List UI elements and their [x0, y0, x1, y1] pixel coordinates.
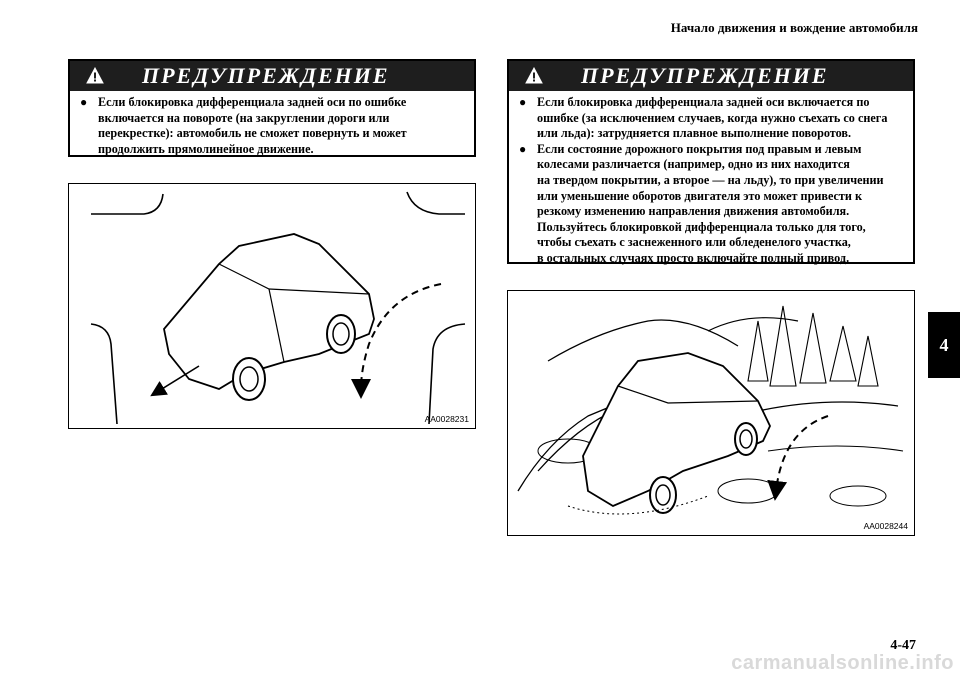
warning-line: ошибке (за исключением случаев, когда нужно съехать со снега [537, 110, 888, 125]
warning-line: или уменьшение оборотов двигателя это может привести к [537, 188, 863, 203]
warning-box-right [507, 59, 915, 264]
car-icon [164, 234, 374, 400]
figure-snow-road [507, 290, 915, 536]
warning-line: Если состояние дорожного покрытия под правым и левым [537, 141, 862, 156]
warning-triangle-icon [86, 67, 104, 84]
warning-title: ПРЕДУПРЕЖДЕНИЕ [581, 63, 829, 88]
bullet-icon: ● [80, 95, 88, 109]
warning-line: резкому изменению направления движения автомобиля. [537, 204, 850, 219]
warning-line: Пользуйтесь блокировкой дифференциала только для того, [537, 219, 866, 234]
page-header: Начало движения и вождение автомобиля [670, 20, 918, 35]
figure-code: AA0028244 [863, 521, 908, 531]
warning-body [509, 91, 913, 273]
warning-line: колесами различается (например, одно из них находится [537, 157, 850, 172]
warning-bullet [519, 142, 903, 267]
intersection-illustration [69, 184, 474, 427]
warning-line: Если блокировка дифференциала задней оси включается по [537, 95, 870, 109]
warning-body [70, 91, 474, 163]
snow-road-illustration [508, 291, 913, 534]
page-number: 4-47 [890, 638, 916, 653]
warning-line: включается на повороте (на закруглении дороги или [98, 110, 390, 125]
warning-bullet [80, 95, 464, 157]
warning-line: продолжить прямолинейное движение. [98, 141, 314, 156]
warning-box-left [68, 59, 476, 157]
figure-intersection [68, 183, 476, 429]
warning-line: на твердом покрытии, а второе — на льду), то при увеличении [537, 172, 884, 187]
warning-header [509, 61, 913, 91]
warning-line: или льда): затрудняется плавное выполнение поворотов. [537, 126, 852, 141]
warning-header [70, 61, 474, 91]
figure-code: AA0028231 [424, 414, 469, 424]
warning-triangle-icon [525, 67, 543, 84]
warning-line: Если блокировка дифференциала задней оси по ошибке [98, 95, 407, 109]
warning-line: чтобы съехать с заснеженного или обледенелого участка, [537, 235, 851, 250]
warning-title: ПРЕДУПРЕЖДЕНИЕ [142, 63, 390, 88]
watermark: carmanualsonline.info [731, 652, 954, 674]
bullet-icon: ● [519, 95, 527, 109]
chapter-tab: 4 [928, 312, 960, 378]
warning-line: в остальных случаях просто включайте полный привод. [537, 250, 850, 265]
warning-bullet [519, 95, 903, 142]
car-icon [583, 353, 770, 513]
warning-line: перекрестке): автомобиль не сможет повернуть и может [98, 126, 407, 141]
bullet-icon: ● [519, 141, 527, 156]
